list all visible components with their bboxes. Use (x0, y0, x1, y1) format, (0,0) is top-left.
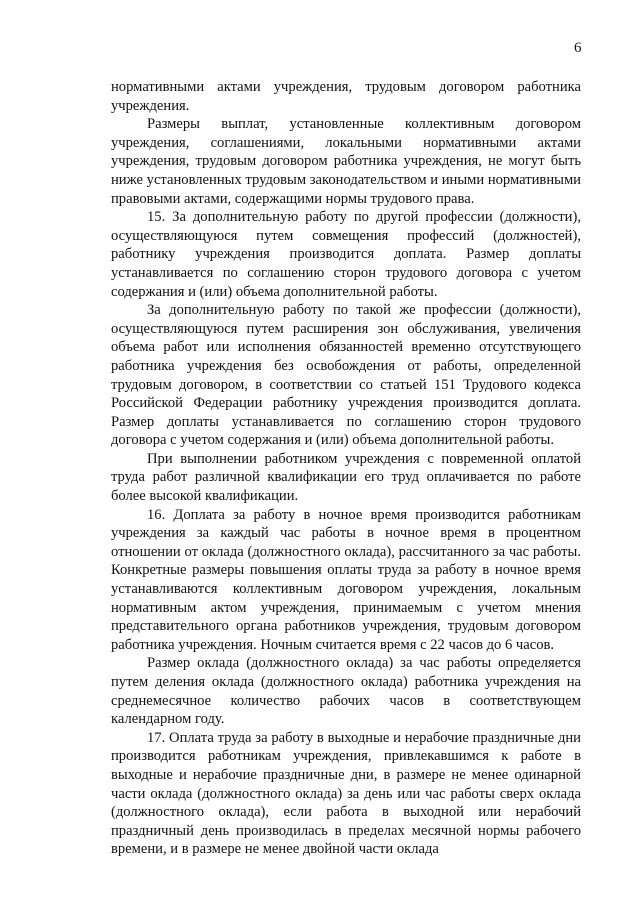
paragraph-clause-16: 16. Доплата за работу в ночное время производится работникам учреждения за каждый час работы в ночное время в процентном отношении от оклада (должностного оклада), рассчитанного за час работы. Конкретные размеры повышения оплаты труда за работу в ночное время устанавливаются коллективным договором учреждения, локальным нормативным актом учреждения, принимаемым с учетом мнения представительного органа работников учреждения, трудовым договором работника учреждения. Ночным считается время с 22 часов до 6 часов. (111, 506, 581, 653)
document-body (111, 78, 581, 859)
paragraph-payment-sizes: Размеры выплат, установленные коллективным договором учреждения, соглашениями, локальными нормативными актами учреждения, трудовым договором работника учреждения, не могут быть ниже установленных трудовым законодательством и иными нормативными правовыми актами, содержащими нормы трудового права. (111, 116, 581, 207)
paragraph-clause-17: 17. Оплата труда за работу в выходные и нерабочие праздничные дни производится работникам учреждения, привлекавшимся к работе в выходные и нерабочие праздничные дни, в размере не менее одинарной части оклада (должностного оклада) за день или час работы сверх оклада (должностного оклада), если работа в выходной или нерабочий праздничный день производилась в пределах месячной нормы рабочего времени, и в размере не менее двойной части оклада (111, 729, 581, 858)
paragraph-continuation: нормативными актами учреждения, трудовым договором работника учреждения. (111, 79, 581, 114)
page-number: 6 (574, 40, 582, 56)
paragraph-qualification: При выполнении работником учреждения с повременной оплатой труда работ различной квалификации его труд оплачивается по работе более высокой квалификации. (111, 450, 581, 505)
paragraph-additional-work: За дополнительную работу по такой же профессии (должности), осуществляющуюся путем расширения зон обслуживания, увеличения объема работ или исполнения обязанностей временно отсутствующего работника учреждения без освобождения от работы, определенной трудовым договором, в соответствии со статьей 151 Трудового кодекса Российской Федерации работнику учреждения производится доплата. Размер доплаты устанавливается по соглашению сторон трудового договора с учетом содержания и (или) объема дополнительной работы. (111, 302, 581, 449)
paragraph-hourly-rate: Размер оклада (должностного оклада) за час работы определяется путем деления оклада (должностного оклада) работника учреждения на среднемесячное количество рабочих часов в соответствующем календарном году. (111, 655, 581, 728)
paragraph-clause-15: 15. За дополнительную работу по другой профессии (должности), осуществляющуюся путем совмещения профессий (должностей), работнику учреждения производится доплата. Размер доплаты устанавливается по соглашению сторон трудового договора с учетом содержания и (или) объема дополнительной работы. (111, 209, 581, 300)
